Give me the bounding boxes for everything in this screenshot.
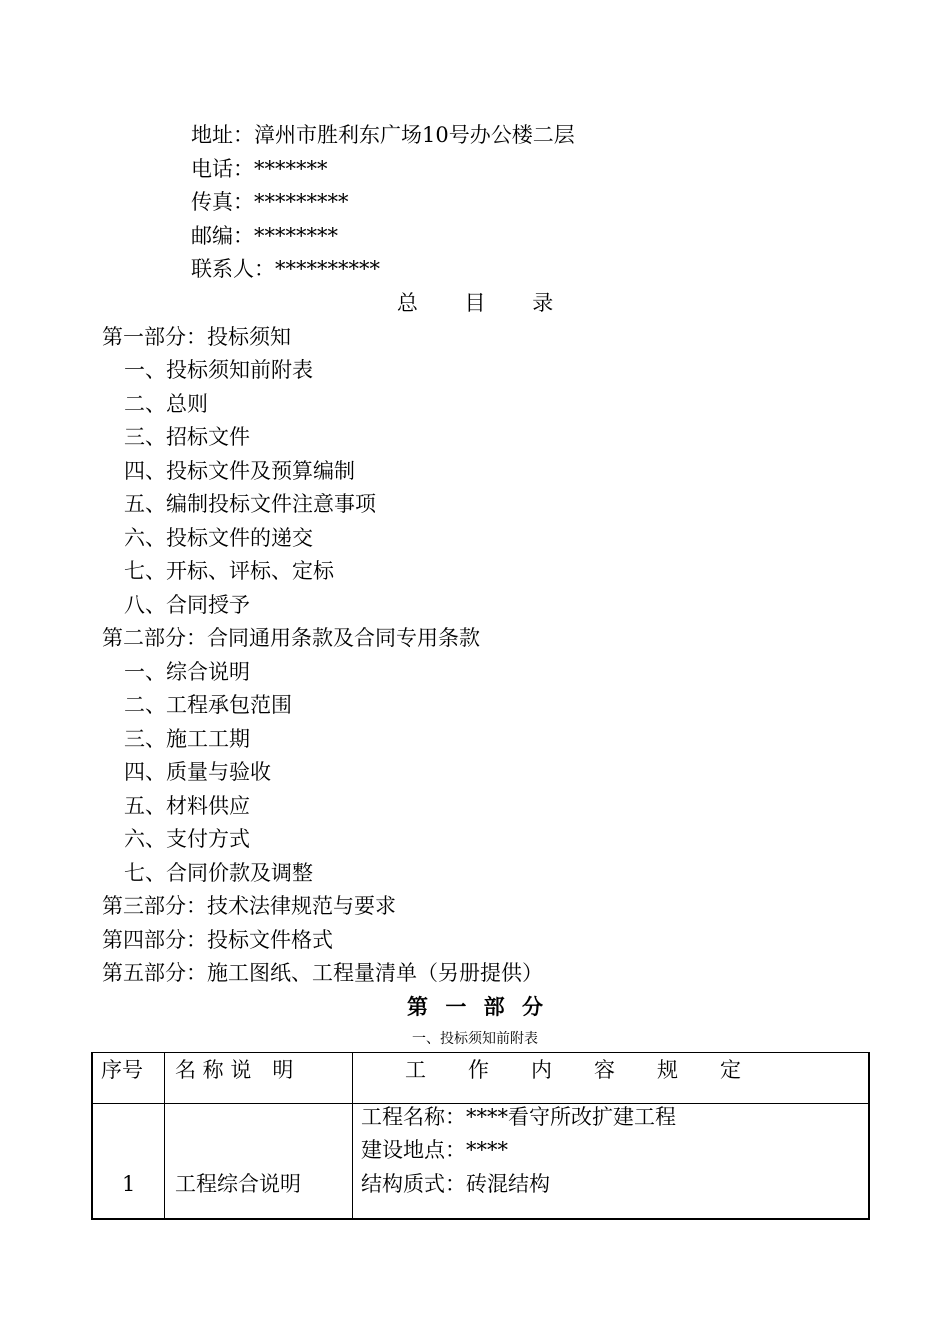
toc-title-char: 总 [396, 291, 418, 315]
toc-item: 一、投标须知前附表 [124, 358, 313, 382]
table-column-divider [164, 1053, 165, 1218]
contact-address: 地址：漳州市胜利东广场10号办公楼二层 [191, 123, 575, 147]
toc-item: 六、支付方式 [124, 827, 250, 851]
contact-fax: 传真：********* [191, 190, 349, 214]
table-cell-name: 工程综合说明 [175, 1172, 301, 1196]
section-title-char: 一 [445, 995, 467, 1019]
toc-item: 三、招标文件 [124, 425, 250, 449]
toc-part-2: 第二部分：合同通用条款及合同专用条款 [102, 626, 480, 650]
contact-phone: 电话：******* [191, 157, 328, 181]
toc-title-char: 目 [464, 291, 486, 315]
toc-part-1: 第一部分：投标须知 [102, 325, 291, 349]
toc-item: 五、编制投标文件注意事项 [124, 492, 376, 516]
contact-postcode: 邮编：******** [191, 224, 338, 248]
table-header-name: 名 称 说 明 [175, 1058, 294, 1082]
table-column-divider [352, 1053, 353, 1218]
section-title [0, 994, 950, 1020]
table-cell-no: 1 [122, 1172, 136, 1196]
toc-item: 四、投标文件及预算编制 [124, 459, 355, 483]
toc-item: 七、合同价款及调整 [124, 861, 313, 885]
table-cell-content-line: 建设地点：**** [361, 1138, 508, 1162]
toc-part-4: 第四部分：投标文件格式 [102, 928, 333, 952]
toc-title-char: 录 [532, 291, 554, 315]
attachment-table [91, 1052, 870, 1220]
toc-item: 七、开标、评标、定标 [124, 559, 334, 583]
toc-title [0, 290, 950, 316]
contact-person: 联系人：********** [191, 257, 380, 281]
toc-item: 八、合同授予 [124, 593, 250, 617]
toc-part-5: 第五部分：施工图纸、工程量清单（另册提供） [102, 961, 543, 985]
table-header-no: 序号 [101, 1058, 143, 1082]
section-title-char: 部 [483, 995, 505, 1019]
toc-item: 二、工程承包范围 [124, 693, 292, 717]
table-cell-content-line: 结构质式：砖混结构 [361, 1172, 550, 1196]
toc-item: 五、材料供应 [124, 794, 250, 818]
toc-item: 六、投标文件的递交 [124, 526, 313, 550]
toc-item: 三、施工工期 [124, 727, 250, 751]
section-title-char: 第 [407, 995, 429, 1019]
table-caption: 一、投标须知前附表 [412, 1031, 538, 1047]
toc-item: 二、总则 [124, 392, 208, 416]
table-cell-content-line: 工程名称：****看守所改扩建工程 [361, 1105, 676, 1129]
table-header-content: 工 作 内 容 规 定 [405, 1058, 741, 1082]
toc-item: 一、综合说明 [124, 660, 250, 684]
section-title-char: 分 [521, 995, 543, 1019]
toc-part-3: 第三部分：技术法律规范与要求 [102, 894, 396, 918]
toc-item: 四、质量与验收 [124, 760, 271, 784]
